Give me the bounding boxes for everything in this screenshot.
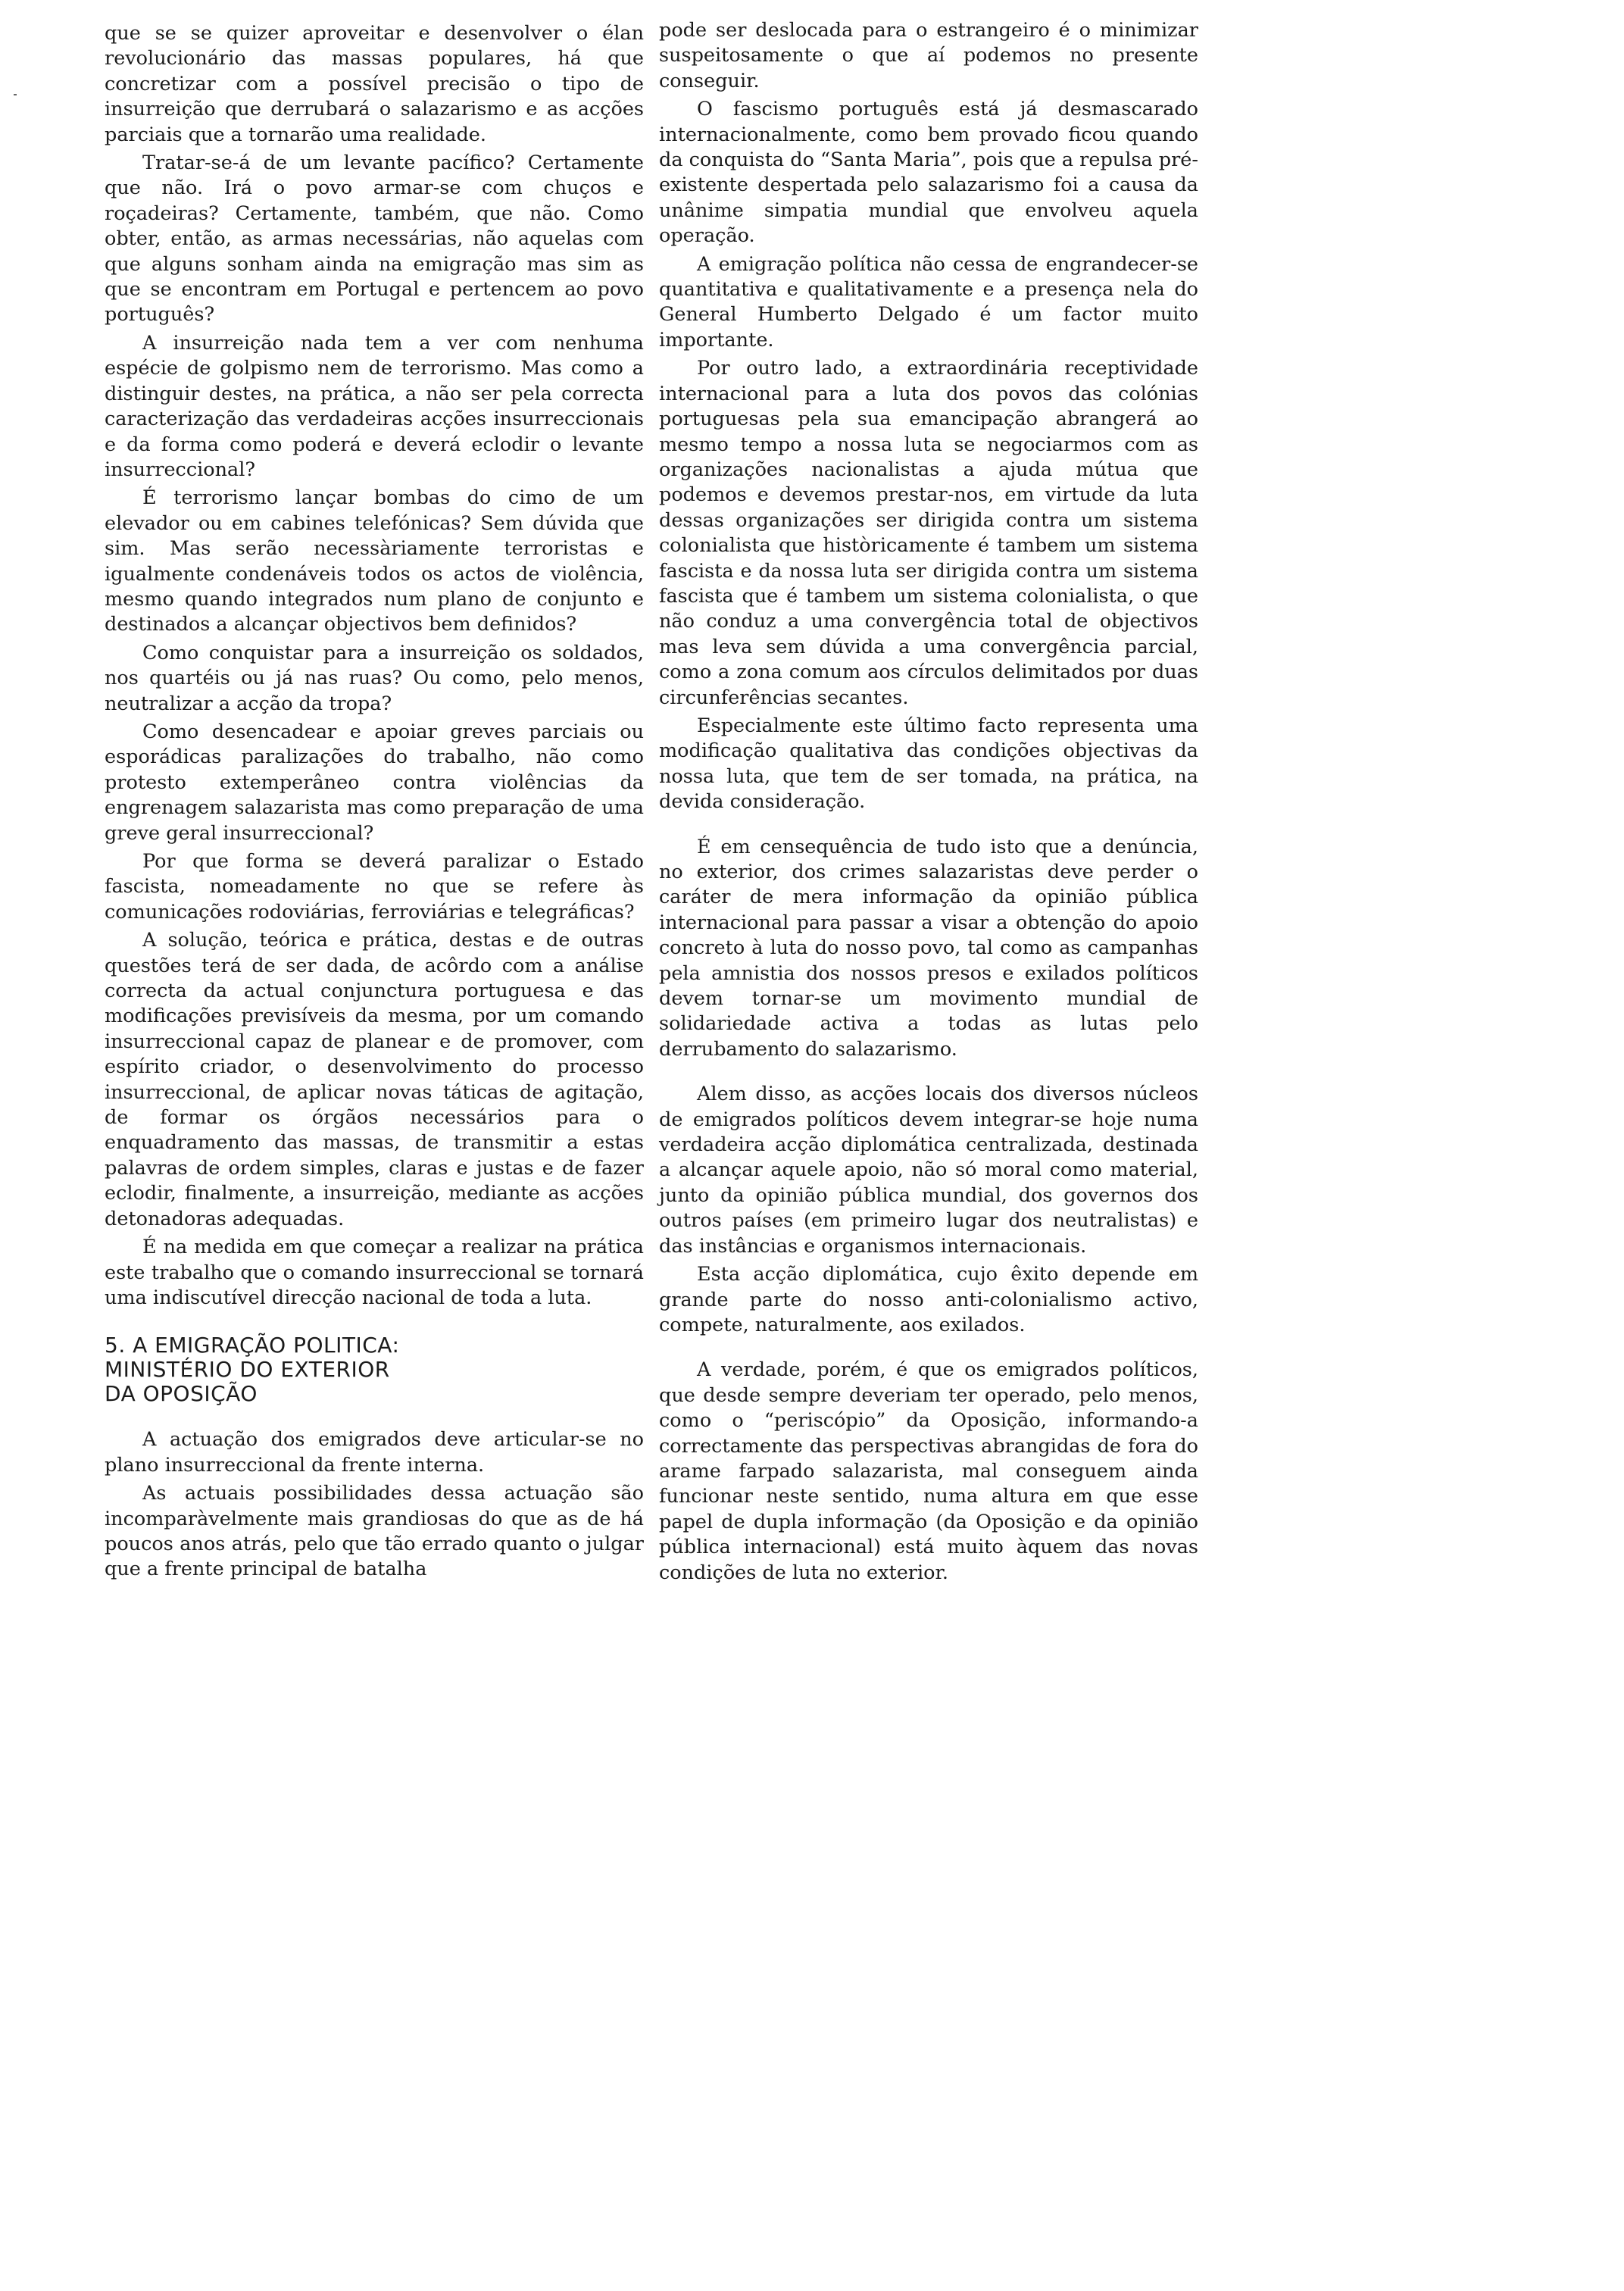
paragraph: Esta acção diplomática, cujo êxito depende em grande parte do nosso anti-colonialismo activo, compete, naturalmente, aos exilados. — [659, 1263, 1198, 1336]
section-heading — [105, 1333, 644, 1406]
paragraph: A actuação dos emigrados deve articular-se no plano insurreccional da frente interna. — [105, 1428, 644, 1477]
paragraph: É na medida em que começar a realizar na prática este trabalho que o comando insurreccional se tornará uma indiscutível direcção nacional de toda a luta. — [105, 1236, 644, 1309]
paragraph: É em censequência de tudo isto que a denúncia, no exterior, dos crimes salazaristas deve perder o caráter de mera informação da opinião pública internacional para passar a visar a obtenção do apoio concreto à luta do nosso povo, tal como as campanhas pela amnistia dos nossos presos e exilados políticos devem tornar-se um movimento mundial de solidariedade activa a todas as lutas pelo derrubamento do salazarismo. — [659, 835, 1198, 1061]
paragraph: Como desencadear e apoiar greves parciais ou esporádicas paralizações do trabalho, não como protesto extemperâneo contra violências da engrenagem salazarista mas como preparação de uma greve geral insurreccional? — [105, 720, 644, 845]
paragraph: Por outro lado, a extraordinária receptividade internacional para a luta dos povos das colónias portuguesas pela sua emancipação abrangerá ao mesmo tempo a nossa luta se negociarmos com as organizações nacionalistas a ajuda mútua que podemos e devemos prestar-nos, em virtude da luta dessas organizações ser dirigida contra um sistema colonialista que històricamente é tambem um sistema fascista e da nossa luta ser dirigida contra um sistema fascista que é tambem um sistema colonialista, o que não conduz a uma convergência total de objectivos mas leva sem dúvida a uma convergência parcial, como a zona comum aos círculos delimitados por duas circunferências secantes. — [659, 357, 1198, 709]
heading-line: MINISTÉRIO DO EXTERIOR — [105, 1357, 390, 1383]
paragraph: Como conquistar para a insurreição os soldados, nos quartéis ou já nas ruas? Ou como, pelo menos, neutralizar a acção da tropa? — [105, 641, 644, 715]
heading-line: 5. A EMIGRAÇÃO POLITICA: — [105, 1333, 400, 1358]
paragraph: A insurreição nada tem a ver com nenhuma espécie de golpismo nem de terrorismo. Mas como a distinguir destes, na prática, a não ser pela correcta caracterização das verdadeiras acções insurreccionais e da forma como poderá e deverá eclodir o levante insurreccional? — [105, 331, 644, 481]
paragraph: A solução, teórica e prática, destas e de outras questões terá de ser dada, de acôrdo com a análise correcta da actual conjunctura portuguesa e das modificações previsíveis da mesma, por um comando insurreccional capaz de planear e de promover, com espírito criador, o desenvolvimento do processo insurreccional, de aplicar novas táticas de agitação, de formar os órgãos necessários para o enquadramento das massas, de transmitir a estas palavras de ordem simples, claras e justas e de fazer eclodir, finalmente, a insurreição, mediante as acções detonadoras adequadas. — [105, 929, 644, 1230]
paragraph: que se se quizer aproveitar e desenvolver o élan revolucionário das massas populares, há que concretizar com a possível precisão o tipo de insurreição que derrubará o salazarismo e as acções parciais que a tornarão uma realidade. — [105, 22, 644, 146]
paragraph: É terrorismo lançar bombas do cimo de um elevador ou em cabines telefónicas? Sem dúvida que sim. Mas serão necessàriamente terroristas e igualmente condenáveis todos os actos de violência, mesmo quando integrados num plano de conjunto e destinados a alcançar objectivos bem definidos? — [105, 486, 644, 636]
paragraph: Por que forma se deverá paralizar o Estado fascista, nomeadamente no que se refere às comunicações rodoviárias, ferroviárias e telegráficas? — [105, 850, 644, 924]
heading-line: DA OPOSIÇÃO — [105, 1381, 258, 1407]
paragraph: A emigração política não cessa de engrandecer-se quantitativa e qualitativamente e a presença nela do General Humberto Delgado é um factor muito importante. — [659, 252, 1198, 352]
paragraph: O fascismo português está já desmascarado internacionalmente, como bem provado ficou quando da conquista do “Santa Maria”, pois que a repulsa pré-existente despertada pelo salazarismo foi a causa da unânime simpatia mundial que envolveu aquela operação. — [659, 98, 1198, 248]
scan-mark — [14, 94, 17, 95]
right-column — [659, 18, 1198, 1589]
left-column — [105, 21, 644, 1586]
paragraph: Alem disso, as acções locais dos diversos núcleos de emigrados políticos devem integrar-se hoje numa verdadeira acção diplomática centralizada, destinada a alcançar aquele apoio, não só moral como material, junto da opinião pública mundial, dos governos dos outros países (em primeiro lugar dos neutralistas) e das instâncias e organismos internacionais. — [659, 1083, 1198, 1258]
paragraph: pode ser deslocada para o estrangeiro é o minimizar suspeitosamente o que aí podemos no presente conseguir. — [659, 19, 1198, 92]
paragraph: As actuais possibilidades dessa actuação são incomparàvelmente mais grandiosas do que as de há poucos anos atrás, pelo que tão errado quanto o julgar que a frente principal de batalha — [105, 1482, 644, 1581]
paragraph: A verdade, porém, é que os emigrados políticos, que desde sempre deveriam ter operado, pelo menos, como o “periscópio” da Oposição, informando-a correctamente das perspectivas abrangidas de fora do arame farpado salazarista, mal conseguem ainda funcionar neste sentido, numa altura em que esse papel de dupla informação (da Oposição e da opinião pública internacional) está muito àquem das novas condições de luta no exterior. — [659, 1358, 1198, 1584]
paragraph: Especialmente este último facto representa uma modificação qualitativa das condições objectivas da nossa luta, que tem de ser tomada, na prática, na devida consideração. — [659, 714, 1198, 814]
paragraph: Tratar-se-á de um levante pacífico? Certamente que não. Irá o povo armar-se com chuços e roçadeiras? Certamente, também, que não. Como obter, então, as armas necessárias, não aquelas com que alguns sonham ainda na emigração mas sim as que se encontram em Portugal e pertencem ao povo português? — [105, 152, 644, 327]
